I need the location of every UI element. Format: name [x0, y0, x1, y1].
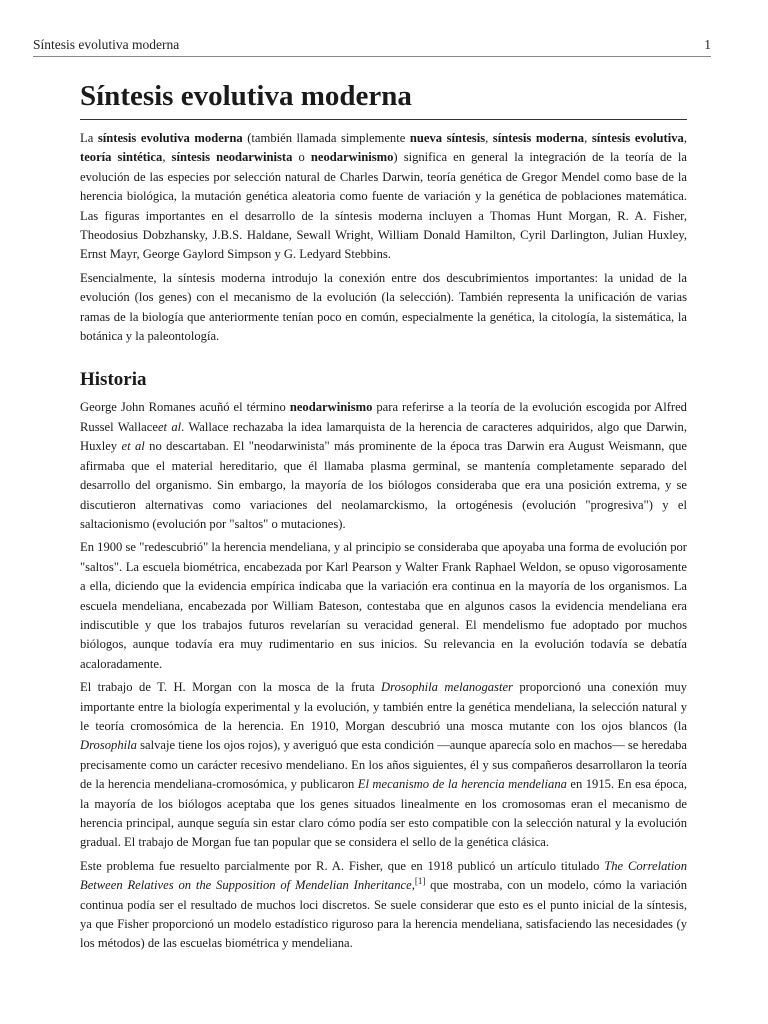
italic-text: Drosophila melanogaster — [381, 680, 513, 695]
page-number: 1 — [704, 37, 711, 52]
reference-link[interactable]: [1] — [414, 876, 426, 887]
header-divider — [33, 56, 711, 57]
intro-paragraph-1: La síntesis evolutiva moderna (también llamada simplemente nueva síntesis, síntesis moderna, síntesis evolutiva, teoría sintética, síntesis neodarwinista o neodarwinismo) significa en general la integración de la teoría de la evolución de las especies por selección natural de Charles Darwin, teoría genética de Gregor Mendel como base de la herencia biológica, la mutación genética aleatoria como fuente de variación y la genética de poblaciones matemática. Las figuras importantes en el desarrollo de la síntesis moderna incluyen a Thomas Hunt Morgan, R. A. Fisher, Theodosius Dobzhansky, J.B.S. Haldane, Sewall Wright, William Donald Hamilton, Cyril Darlington, Julian Huxley, Ernst Mayr, George Gaylord Simpson y G. Ledyard Stebbins. — [80, 131, 688, 262]
italic-text: El mecanismo de la herencia mendeliana — [357, 777, 567, 792]
italic-text: The Correlation Between Relatives on the Supposition of Mendelian Inheritance — [80, 858, 687, 893]
article-title: Síntesis evolutiva moderna — [80, 78, 687, 120]
italic-text: et al — [157, 419, 182, 434]
bold-term: neodarwinismo — [310, 150, 394, 165]
bold-term: síntesis moderna — [492, 131, 585, 145]
bold-term: síntesis neodarwinista — [171, 150, 293, 165]
running-title: Síntesis evolutiva moderna — [33, 37, 180, 52]
historia-paragraph-3: El trabajo de T. H. Morgan con la mosca de la fruta Drosophila melanogaster proporcionó una conexión muy importante entre la biología experimental y la evolución, y también entre la genética mendeliana, la selección natural y le teoría cromosómica de la herencia. En 1910, Morgan descubrió una mosca mutante con los ojos blancos (la Drosophila salvaje tiene los ojos rojos), y averiguó que esta condición —aunque aparecía solo en machos— se heredaba precisamente como un carácter recesivo mendeliano. En los años siguientes, él y sus compañeros desarrollaron la teoría de la herencia mendeliana-cromosómica, y publicaron El mecanismo de la herencia mendeliana en 1915. En esa época, la mayoría de los biólogos aceptaba que los genes situados linealmente en los cromosomas eran el mecanismo de herencia principal, aunque seguía sin estar claro cómo podía ser esto compatible con la selección natural y la evolución gradual. El trabajo de Morgan fue tan popular que se considera el sello de la genética clásica. — [80, 680, 688, 850]
article-body — [80, 78, 687, 958]
bold-term: síntesis evolutiva — [591, 131, 684, 145]
bold-term: teoría sintética — [80, 150, 163, 165]
bold-term: neodarwinismo — [289, 400, 373, 415]
italic-text: et al — [121, 439, 145, 454]
bold-term: nueva síntesis — [409, 131, 486, 145]
intro-paragraph-2: Esencialmente, la síntesis moderna introdujo la conexión entre dos descubrimientos importantes: la unidad de la evolución (los genes) con el mecanismo de la evolución (la selección). También representa la unificación de varias ramas de la biología que anteriormente tenían poco en común, especialmente la genética, la citología, la sistemática, la botánica y la paleontología. — [80, 270, 687, 344]
running-header — [33, 36, 711, 54]
italic-text: Drosophila — [80, 738, 137, 753]
historia-paragraph-2: En 1900 se "redescubrió" la herencia mendeliana, y al principio se consideraba que apoyaba una forma de evolución por "saltos". La escuela biométrica, encabezada por Karl Pearson y Walter Frank Raphael Weldon, se opuso vigorosamente a ella, diciendo que la evidencia empírica indicaba que la variación era continua en la mayoría de los organismos. La escuela mendeliana, encabezada por William Bateson, contestaba que en algunos casos la evidencia mendeliana era indiscutible y que los trabajos futuros revelarían su veracidad general. El mendelismo fue adoptado por muchos biólogos, aunque todavía era muy rudimentario en sus inicios. Su relevancia en la evolución todavía se debatía acaloradamente. — [80, 540, 687, 671]
historia-paragraph-1: George John Romanes acuñó el término neodarwinismo para referirse a la teoría de la evolución escogida por Alfred Russel Wallaceet al. Wallace rechazaba la idea lamarquista de la herencia de caracteres adquiridos, algo que Darwin, Huxley et al no descartaban. El "neodarwinista" más prominente de la época tras Darwin era August Weismann, que afirmaba que el material hereditario, que él llamaba plasma germinal, se mantenía completamente separado del desarrollo del organismo. Sin embargo, la mayoría de los biólogos consideraba que era una posición extrema, y se discutieron alternativas como variaciones del neolamarckismo, la ortogénesis (evolución "progresiva") y el saltacionismo (evolución por "saltos" o mutaciones). — [80, 400, 687, 531]
historia-paragraph-4: Este problema fue resuelto parcialmente por R. A. Fisher, que en 1918 publicó un artículo titulado The Correlation Between Relatives on the Supposition of Mendelian Inheritance,[1] que mostraba, con un modelo, cómo la variación continua podía ser el resultado de muchos loci discretos. Se suele considerar que esto es el punto inicial de la síntesis, ya que Fisher proporcionó un modelo estadístico riguroso para la herencia mendeliana, satisfaciendo las necesidades (y los métodos) de las escuelas biométrica y mendeliana. — [80, 858, 687, 951]
section-heading-historia: Historia — [80, 369, 147, 391]
bold-term: síntesis evolutiva moderna — [97, 131, 243, 145]
